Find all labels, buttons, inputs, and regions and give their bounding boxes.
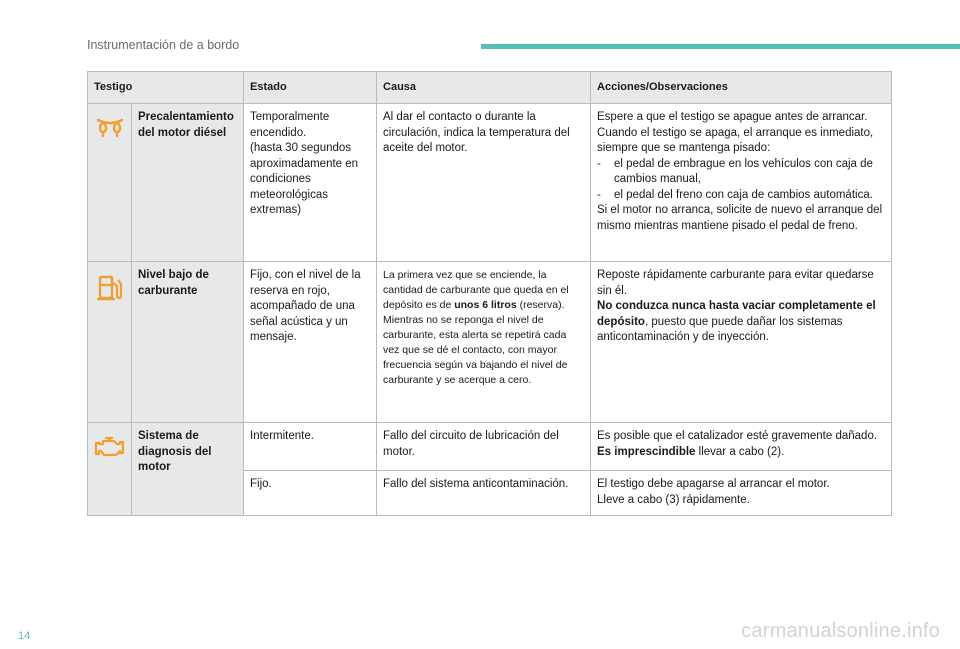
cause-cell: Fallo del circuito de lubricación del motor. <box>377 423 591 471</box>
list-item <box>597 157 885 188</box>
actions-cell <box>591 471 892 516</box>
table-row <box>88 262 892 423</box>
actions-cell <box>591 262 892 423</box>
state-cell: Fijo. <box>244 471 377 516</box>
cause-cell: Al dar el contacto o durante la circulación, indica la temperatura del aceite del motor. <box>377 104 591 262</box>
actions-text: llevar a cabo (2). <box>695 445 785 458</box>
warning-name: Sistema de diagnosis del motor <box>132 423 244 516</box>
state-cell <box>244 104 377 262</box>
fuel-pump-icon <box>97 274 123 302</box>
list-item-text: el pedal del freno con caja de cambios automática. <box>614 188 873 201</box>
actions-text: El testigo debe apagarse al arrancar el motor. Lleve a cabo (3) rápidamente. <box>597 478 830 506</box>
actions-cell <box>591 104 892 262</box>
glow-plug-icon <box>95 116 125 138</box>
table-row <box>88 104 892 262</box>
actions-warning <box>597 445 885 461</box>
table-header-row <box>88 72 892 104</box>
cause-bold-text: unos 6 litros <box>454 299 517 311</box>
actions-intro: Espere a que el testigo se apague antes de arrancar. Cuando el testigo se apaga, el arranque es inmediato, siempre que se mantenga pisado: <box>597 111 874 154</box>
state-cell: Fijo, con el nivel de la reserva en rojo, acompañado de una señal acústica y un mensaje. <box>244 262 377 423</box>
state-cell: Intermitente. <box>244 423 377 471</box>
actions-line: Reposte rápidamente carburante para evitar quedarse sin él. <box>597 269 874 297</box>
actions-text: , puesto que puede dañar los sistemas anticontaminación y de inyección. <box>597 315 843 343</box>
actions-line: Es posible que el catalizador esté gravemente dañado. <box>597 430 878 442</box>
warning-lights-table <box>87 71 892 516</box>
engine-check-icon <box>94 435 126 459</box>
actions-cell <box>591 423 892 471</box>
list-dash: - <box>597 188 601 201</box>
actions-warning <box>597 299 885 346</box>
column-header-testigo: Testigo <box>88 72 244 104</box>
list-item-text: el pedal de embrague en los vehículos con caja de cambios manual, <box>614 157 873 185</box>
state-text: Temporalmente encendido. (hasta 30 segundos aproximadamente en condiciones meteorológicas extremas) <box>250 111 359 216</box>
warning-name: Nivel bajo de carburante <box>132 262 244 423</box>
watermark: carmanualsonline.info <box>741 620 940 642</box>
cause-cell <box>377 262 591 423</box>
cause-text: (reserva). Mientras no se reponga el nivel de carburante, esta alerta se repetirá cada vez que se dé el contacto, con mayor frecuencia según va bajando el nivel de carburante y se acerque a cero. <box>383 299 568 386</box>
page-header-title: Instrumentación de a bordo <box>87 38 240 52</box>
column-header-acciones: Acciones/Observaciones <box>591 72 892 104</box>
list-item <box>597 188 885 204</box>
icon-cell <box>88 262 132 423</box>
header-accent-bar <box>481 44 960 49</box>
cause-cell: Fallo del sistema anticontaminación. <box>377 471 591 516</box>
list-dash: - <box>597 157 601 170</box>
table-row <box>88 423 892 471</box>
warning-name: Precalentamiento del motor diésel <box>132 104 244 262</box>
icon-cell <box>88 423 132 516</box>
cause-text: La primera vez que se enciende, la cantidad de carburante que queda en el depósito es de <box>383 269 569 311</box>
actions-bold-text: Es imprescindible <box>597 445 696 458</box>
actions-outro: Si el motor no arranca, solicite de nuevo el arranque del mismo mientras mantiene pisado el pedal de freno. <box>597 204 883 232</box>
column-header-causa: Causa <box>377 72 591 104</box>
icon-cell <box>88 104 132 262</box>
page-number: 14 <box>18 630 31 642</box>
column-header-estado: Estado <box>244 72 377 104</box>
actions-bold-text: No conduzca nunca hasta vaciar completamente el depósito <box>597 300 876 328</box>
